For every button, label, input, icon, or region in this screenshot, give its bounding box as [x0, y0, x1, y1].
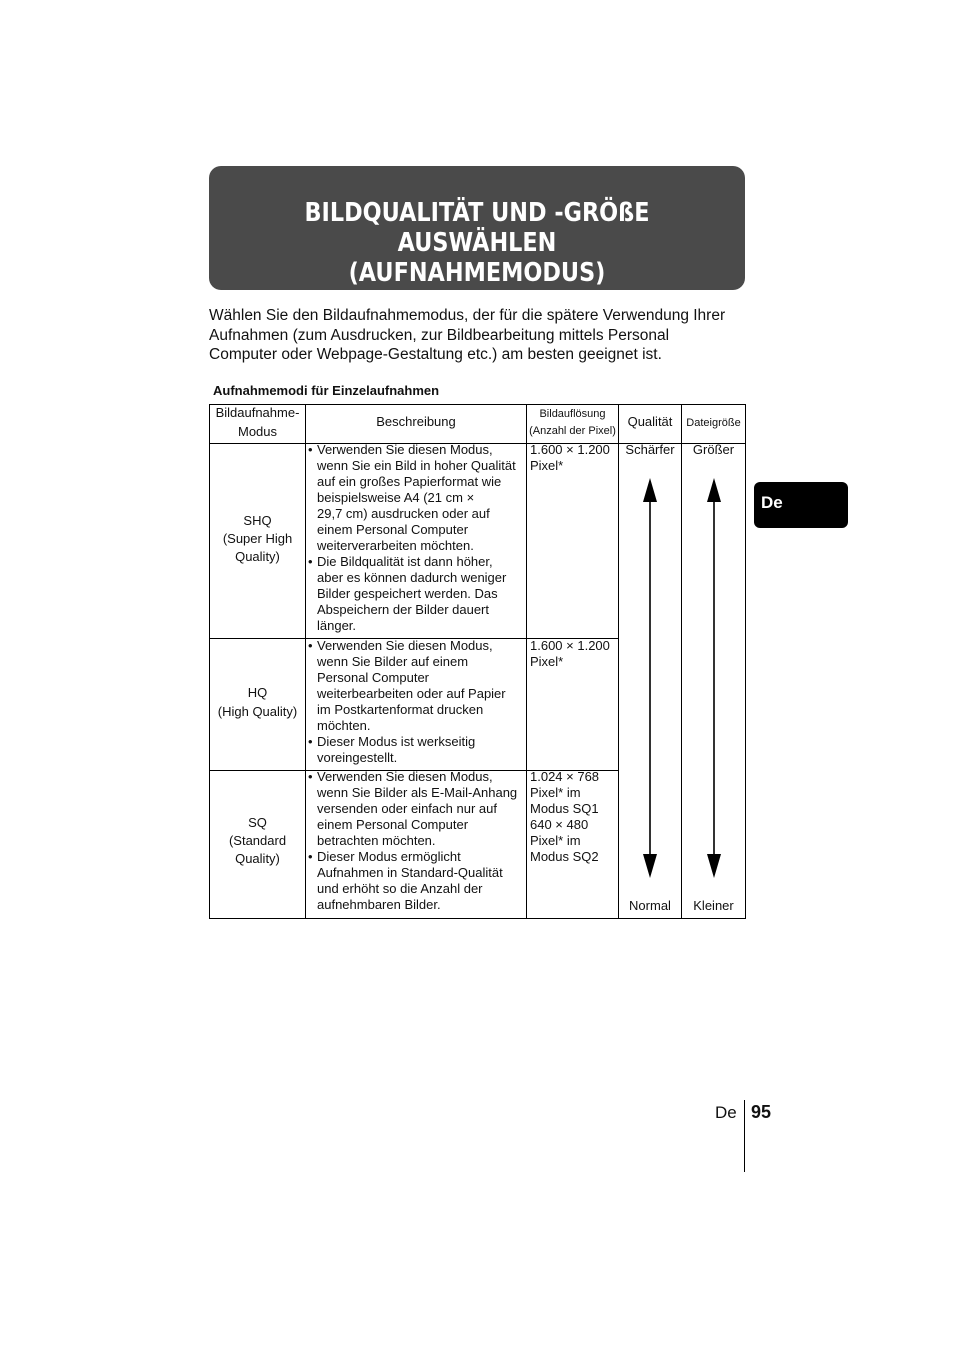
resolution-hq: [530, 638, 618, 670]
size-top-label: Größer: [692, 442, 735, 457]
mode-line: (High Quality): [217, 704, 298, 719]
title-banner: [209, 166, 745, 290]
text-line: möchten.: [317, 718, 371, 733]
footer-divider: [744, 1100, 745, 1172]
header-filesize: Dateigröße: [686, 417, 741, 429]
footer-language: De: [715, 1103, 737, 1122]
description-shq: [308, 442, 526, 634]
description-bullet: [308, 849, 526, 913]
text-line: Abspeichern der Bilder dauert: [317, 602, 489, 617]
mode-sq: [210, 814, 305, 868]
text-line: Pixel* im: [530, 833, 581, 848]
text-line: betrachten möchten.: [317, 833, 436, 848]
text-line: Pixel*: [530, 654, 564, 669]
description-bullet: [308, 554, 526, 634]
text-line: länger.: [317, 618, 357, 633]
text-line: • Verwenden Sie diesen Modus,: [317, 769, 493, 784]
header-text: Modus: [237, 424, 278, 439]
text-line: • Dieser Modus ermöglicht: [317, 849, 461, 864]
col-separator: [618, 404, 619, 919]
header-description: Beschreibung: [376, 414, 456, 429]
text-line: voreingestellt.: [317, 750, 398, 765]
text-line: weiterbearbeiten oder auf Papier: [317, 686, 506, 701]
col-separator: [305, 404, 306, 919]
size-double-arrow-icon: [707, 478, 721, 878]
description-bullet: [308, 638, 526, 734]
modes-table: [209, 404, 746, 919]
text-line: 29,7 cm) ausdrucken oder auf: [317, 506, 490, 521]
text-line: einem Personal Computer: [317, 817, 469, 832]
text-line: 640 × 480: [530, 817, 589, 832]
mode-line: SHQ: [243, 513, 272, 528]
intro-paragraph: [209, 306, 754, 365]
text-line: Personal Computer: [317, 670, 429, 685]
mode-line: (Super High: [222, 531, 293, 546]
title-line-2: (AUFNAHMEMODUS): [348, 258, 606, 288]
page-title: [247, 198, 708, 288]
col-separator: [681, 404, 682, 919]
text-line: auf ein großes Papierformat wie: [317, 474, 502, 489]
text-line: Pixel* im: [530, 785, 581, 800]
text-line: Aufnahmen in Standard-Qualität: [317, 865, 503, 880]
mode-line: HQ: [247, 685, 268, 700]
header-text: Bildauflösung: [539, 408, 606, 420]
mode-line: (Standard: [228, 833, 287, 848]
quality-top-label: Schärfer: [625, 442, 675, 457]
intro-line: Wählen Sie den Bildaufnahmemodus, der für die spätere Verwendung Ihrer: [209, 307, 726, 324]
intro-line: Aufnahmen (zum Ausdrucken, zur Bildbearbeitung mittels Personal: [209, 326, 670, 344]
quality-double-arrow-icon: [643, 478, 657, 878]
mode-line: Quality): [235, 851, 280, 866]
text-line: aufnehmbaren Bilder.: [317, 897, 441, 912]
text-line: und erhöht so die Anzahl der: [317, 881, 483, 896]
header-resolution: [527, 406, 618, 440]
mode-line: SQ: [248, 815, 267, 830]
size-bottom-label: Kleiner: [693, 898, 734, 913]
header-quality: Qualität: [627, 414, 673, 429]
text-line: • Die Bildqualität ist dann höher,: [317, 554, 493, 569]
text-line: wenn Sie ein Bild in hoher Qualität: [317, 458, 516, 473]
header-text: (Anzahl der Pixel): [529, 425, 616, 437]
text-line: im Postkartenformat drucken: [317, 702, 484, 717]
mode-line: Quality): [235, 549, 280, 564]
text-line: beispielsweise A4 (21 cm ×: [317, 490, 475, 505]
text-line: wenn Sie Bilder als E-Mail-Anhang: [317, 785, 518, 800]
resolution-sq: [530, 769, 618, 865]
header-mode: [210, 405, 305, 440]
description-bullet: [308, 734, 526, 766]
text-line: aber es können dadurch weniger: [317, 570, 507, 585]
text-line: 1.600 × 1.200: [530, 638, 610, 653]
text-line: wenn Sie Bilder auf einem: [317, 654, 469, 669]
text-line: Modus SQ1: [530, 801, 599, 816]
mode-hq: [210, 683, 305, 721]
table-caption: Aufnahmemodi für Einzelaufnahmen: [213, 383, 440, 398]
text-line: Bilder gespeichert werden. Das: [317, 586, 498, 601]
text-line: Pixel*: [530, 458, 564, 473]
description-bullet: [308, 769, 526, 849]
description-bullet: [308, 442, 526, 554]
description-hq: [308, 638, 526, 766]
text-line: 1.600 × 1.200: [530, 442, 610, 457]
text-line: • Dieser Modus ist werkseitig: [317, 734, 476, 749]
mode-shq: [210, 512, 305, 566]
text-line: • Verwenden Sie diesen Modus,: [317, 638, 493, 653]
header-text: Bildaufnahme-: [215, 405, 300, 420]
intro-line: Computer oder Webpage-Gestaltung etc.) am besten geeignet ist.: [209, 346, 662, 363]
text-line: 1.024 × 768: [530, 769, 600, 784]
text-line: • Verwenden Sie diesen Modus,: [317, 442, 493, 457]
language-tab: De: [754, 482, 848, 528]
description-sq: [308, 769, 526, 913]
text-line: Modus SQ2: [530, 849, 599, 864]
page-number: 95: [751, 1102, 772, 1122]
table-border-right: [745, 404, 746, 919]
quality-bottom-label: Normal: [629, 898, 671, 913]
text-line: versenden oder einfach nur auf: [317, 801, 497, 816]
col-separator: [526, 404, 527, 919]
text-line: einem Personal Computer: [317, 522, 469, 537]
table-border-bottom: [209, 918, 746, 919]
text-line: weiterverarbeiten möchten.: [317, 538, 474, 553]
title-line-1: BILDQUALITÄT UND -GRÖßE AUSWÄHLEN: [304, 198, 650, 258]
resolution-shq: [530, 442, 618, 474]
